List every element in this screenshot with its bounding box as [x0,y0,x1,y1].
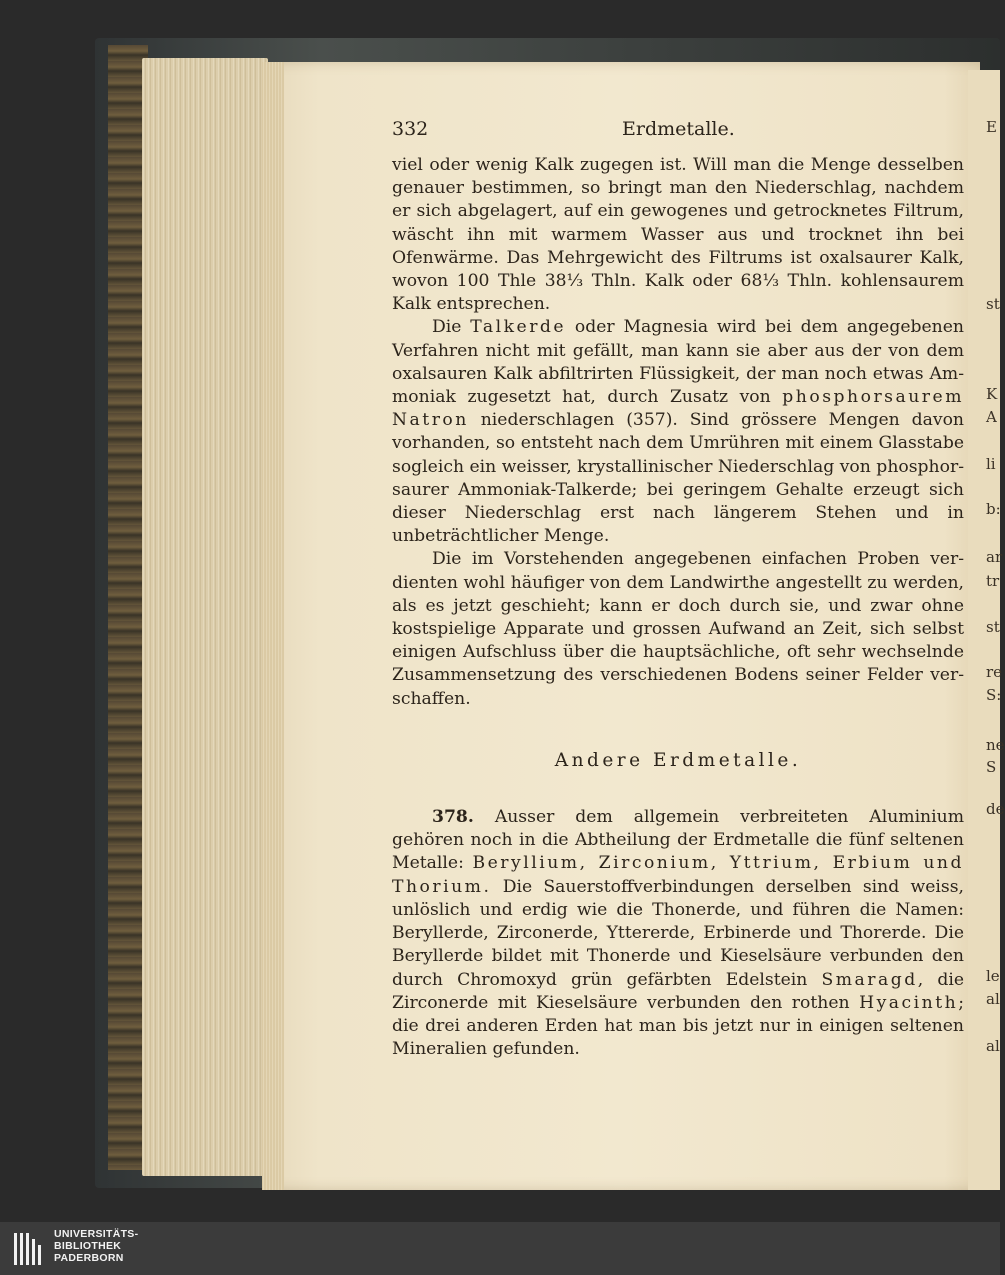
continued-paragraph: viel oder wenig Kalk zugegen ist. Will man die Menge desselben genauer bestimmen, so bringt man den Niederschlag, nachdem er sich abgelagert, auf ein gewogenes und getrocknetes Filtrum, wäscht ihn mit warmem Wasser aus und trocknet ihn bei Ofenwärme. Das Mehrgewicht des Filtrums ist oxalsaurer Kalk, wovon 100 Thle 38⅓ Thln. Kalk oder 68⅓ Thln. kohlensaurem Kalk entsprechen. [392,155,964,315]
text-run: Die [432,317,471,338]
facing-page-fragment: S: [986,686,1002,704]
facing-page-fragment: li [986,455,996,473]
facing-page-fragment: al [986,990,1000,1008]
page-header [392,118,964,146]
facing-page-fragment: ne [986,736,1005,754]
metal-names: Beryllium, Zirconium, Yttrium, Erbium und Thorium. [392,853,965,897]
text-run: niederschlagen (357). Sind grössere Mengen davon vorhanden, so entsteht nach dem Umrühren mit einem Glasstabe sogleich ein weisser, krystallinischer Niederschlag von phosphorsaurer Ammoniak-Talkerde; bei geringem Gehalte erzeugt sich dieser Niederschlag erst nach längerem Stehen und in unbeträchtlicher Menge. [392,410,964,547]
section-heading: Andere Erdmetalle. [554,749,802,771]
facing-page-fragment: tr [986,572,1000,590]
facing-page-fragment: b: [986,500,1001,518]
text-run: ; die drei anderen Erden hat man bis jetzt nur in einigen seltenen Mineralien gefunden. [392,992,964,1060]
term-smaragd: Smaragd [821,969,918,990]
section-paragraph [392,806,964,1061]
page-gutter [262,62,284,1190]
facing-page-fragment: K [986,385,998,403]
term-hyacinth: Hyacinth [859,992,959,1013]
term-phosphorsaurem-natron: phosphorsaurem Natron [392,387,964,431]
facing-page-fragment: A [986,408,997,426]
facing-page-fragment: st [986,618,1000,636]
logo-line: UNIVERSITÄTS- [54,1228,139,1240]
facing-page-fragment: le [986,967,1000,985]
text-run: Ausser dem allgemein verbreiteten Aluminium gehören noch in die Abtheilung der Erdmetalle die fünf seltenen Metalle: [392,807,964,874]
library-logo-text [54,1228,138,1264]
facing-page-fragment: ar [986,548,1003,566]
facing-page-fragment: re [986,663,1003,681]
facing-page-fragment: E [986,118,997,136]
page-text [392,118,964,1061]
facing-page-fragment: st [986,295,1000,313]
left-page-stack [142,58,268,1176]
facing-page-fragment: de [986,800,1005,818]
text-run: oder Magnesia wird bei dem angegebenen Verfahren nicht mit gefällt, man kann sie aber aus der von dem oxalsauren Kalk abfiltrirten Flüssigkeit, der man noch etwas Ammoniak zugesetzt hat, durch Zusatz von [392,317,964,408]
logo-line: BIBLIOTHEK [54,1240,122,1252]
library-logo-icon [12,1229,46,1269]
logo-line: PADERBORN [54,1252,124,1264]
text-run: , die Zirconerde mit Kieselsäure verbunden den rothen [392,969,964,1013]
talkerde-paragraph [392,316,964,548]
footer-bar [0,1222,1000,1275]
page-number: 332 [392,118,429,140]
running-title: Erdmetalle. [622,118,735,140]
text-run: Die Sauerstoffverbindungen derselben sind weiss, unlöslich und erdig wie die Thonerde, und führen die Namen: Beryllerde, Zirconerde, Yttererde, Erbinerde und Thorerde. Die Beryllerde bildet mit Thonerde und Kieselsäure verbunden den durch Chromoxyd grün gefärbten Edelstein [392,876,964,990]
term-talkerde: Talkerde [470,317,567,338]
paragraph-number: 378. [432,807,474,828]
proben-paragraph: Die im Vorstehenden angegebenen einfachen Proben verdienten wohl häufiger von dem Landwirthe angestellt zu werden, als es jetzt geschieht; kann er doch durch sie, und zwar ohne kostspielige Apparate und grossen Aufwand an Zeit, sich selbst einigen Aufschluss über die hauptsächliche, oft sehr wechselnde Zusammensetzung des verschiedenen Bodens seiner Felder verschaffen. [392,549,964,709]
facing-page-fragment: S [986,758,997,776]
facing-page-fragment: al [986,1037,1000,1055]
